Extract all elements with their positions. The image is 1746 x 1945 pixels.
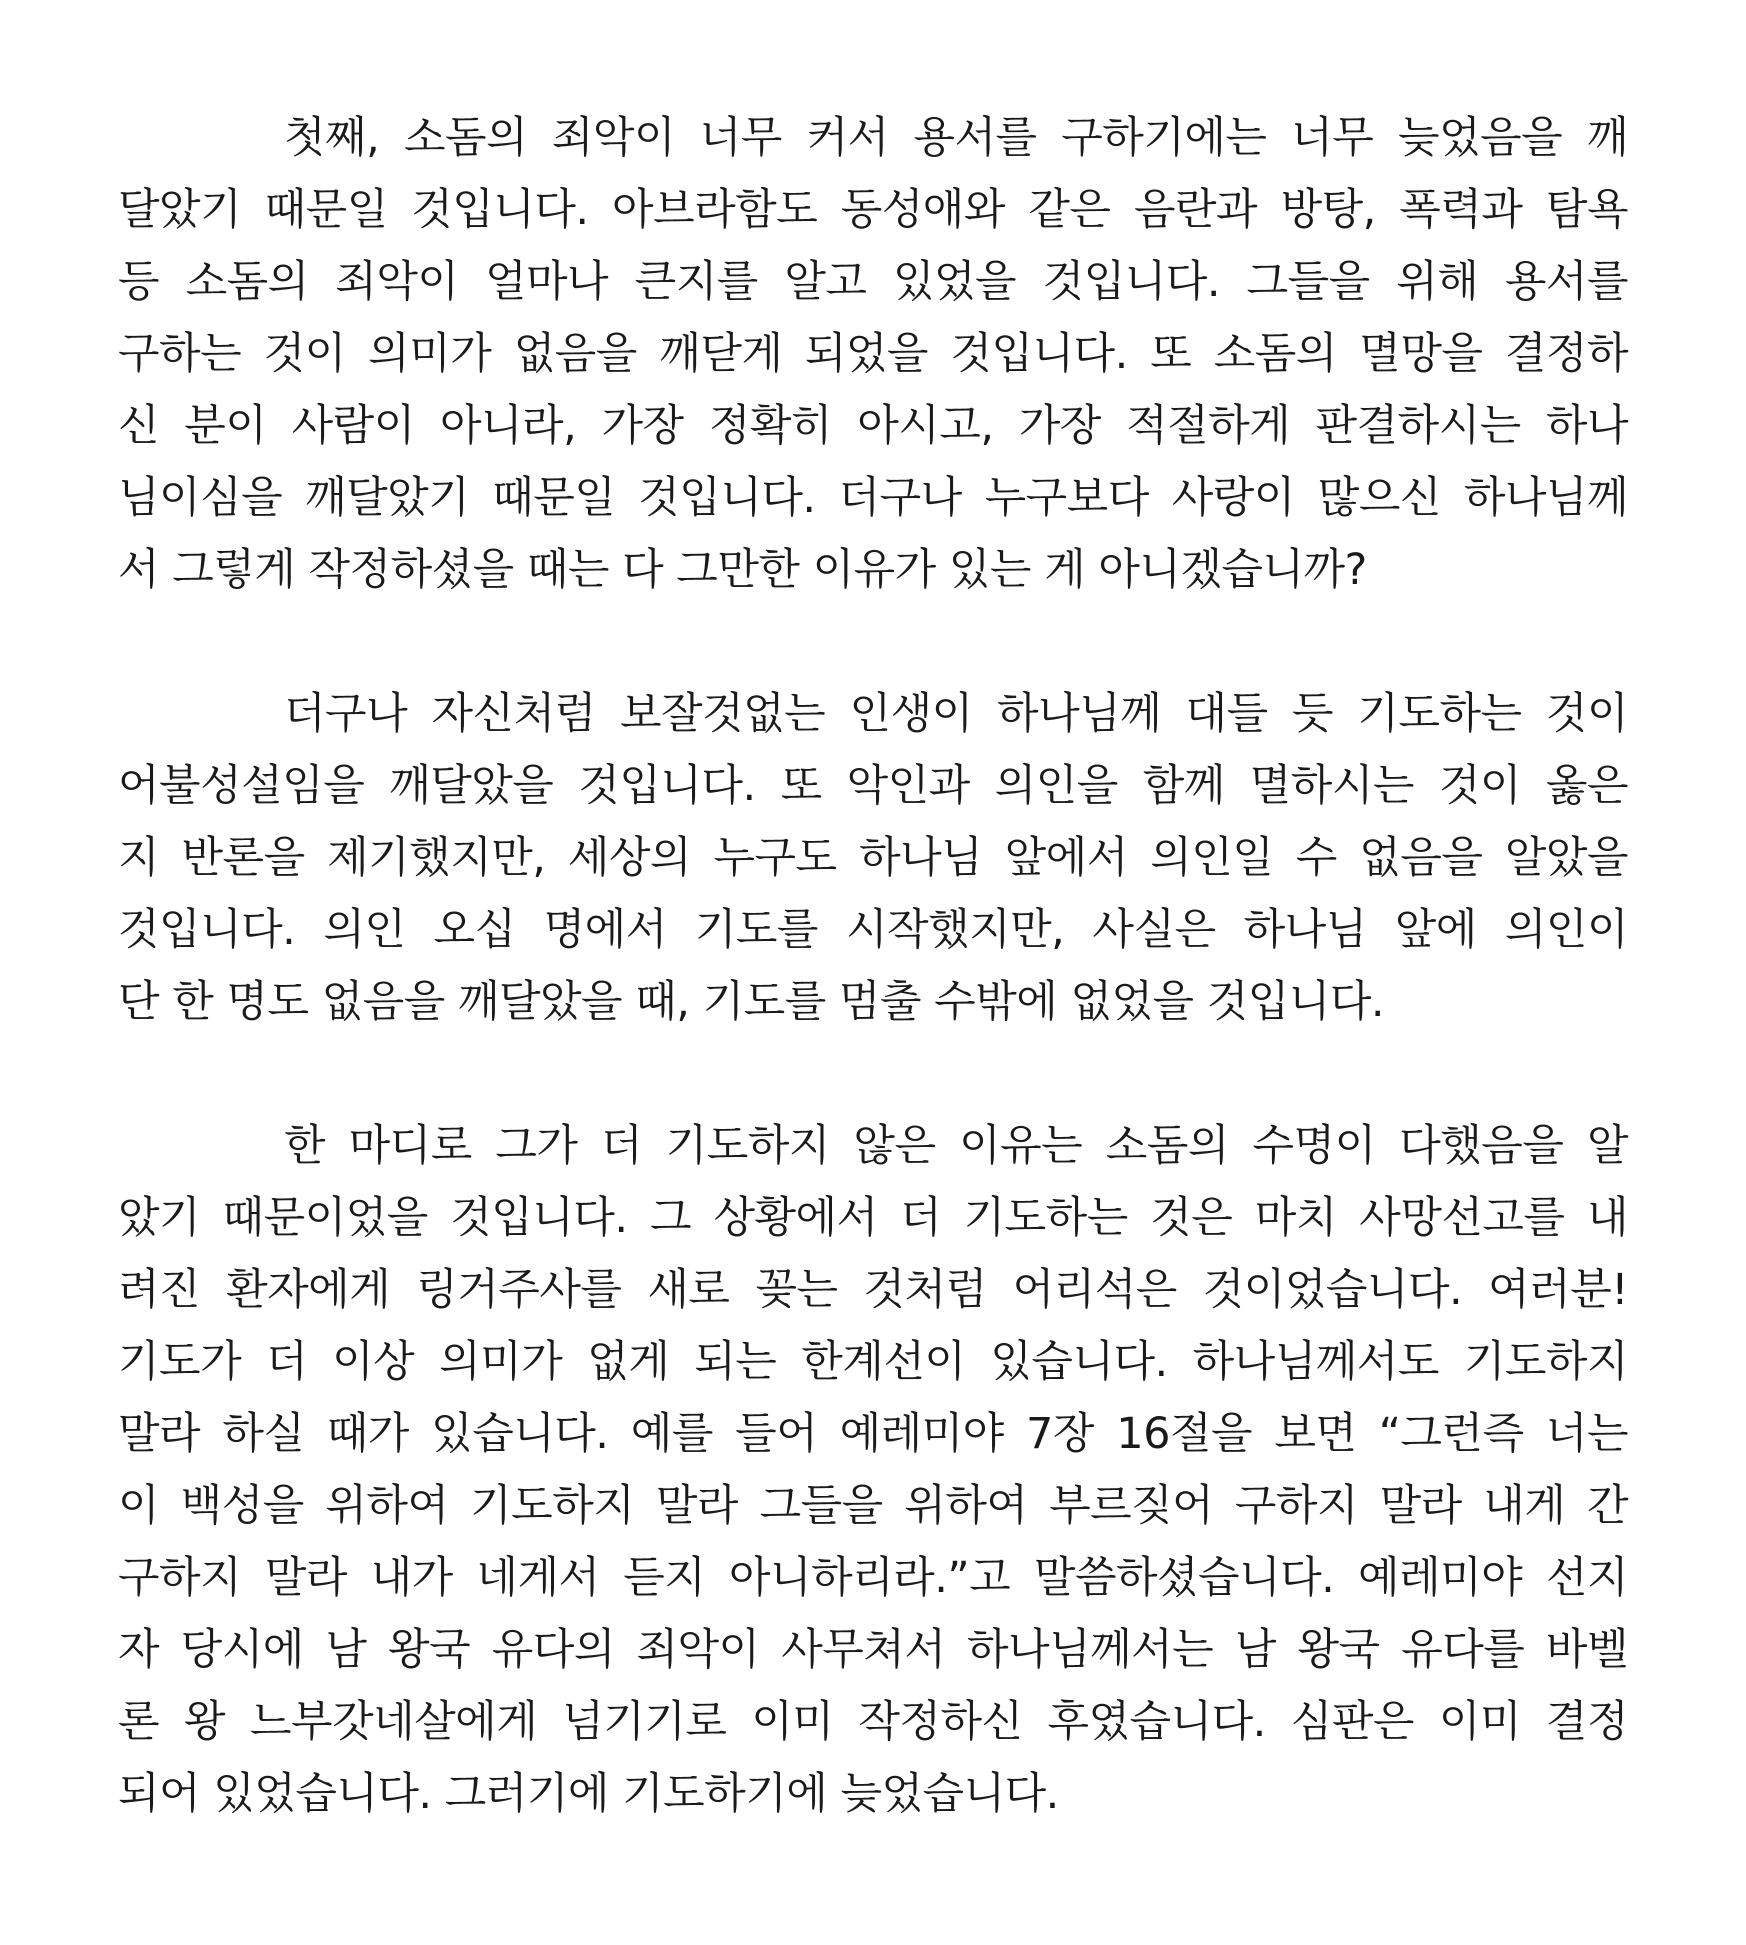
text-line: 았기 때문이었을 것입니다. 그 상황에서 더 기도하는 것은 마치 사망선고를 내 bbox=[118, 1193, 1628, 1243]
text-line: 한 마디로 그가 더 기도하지 않은 이유는 소돔의 수명이 다했음을 알 bbox=[284, 1121, 1628, 1171]
text-line: 서 그렇게 작정하셨을 때는 다 그만한 이유가 있는 게 아니겠습니까? bbox=[118, 545, 1367, 595]
text-line: 등 소돔의 죄악이 얼마나 큰지를 알고 있었을 것입니다. 그들을 위해 용서를 bbox=[118, 257, 1628, 307]
text-line: 님이심을 깨달았기 때문일 것입니다. 더구나 누구보다 사랑이 많으신 하나님께 bbox=[118, 473, 1628, 523]
text-line: 신 분이 사람이 아니라, 가장 정확히 아시고, 가장 적절하게 판결하시는 하나 bbox=[118, 401, 1628, 451]
text-line: 구하지 말라 내가 네게서 듣지 아니하리라.”고 말씀하셨습니다. 예레미야 선지 bbox=[118, 1553, 1628, 1603]
paragraph-2 bbox=[118, 678, 1628, 1038]
text-line: 말라 하실 때가 있습니다. 예를 들어 예레미야 7장 16절을 보면 “그런즉 너는 bbox=[118, 1409, 1628, 1459]
text-line: 더구나 자신처럼 보잘것없는 인생이 하나님께 대들 듯 기도하는 것이 bbox=[284, 689, 1628, 739]
text-line: 자 당시에 남 왕국 유다의 죄악이 사무쳐서 하나님께서는 남 왕국 유다를 바벨 bbox=[118, 1625, 1628, 1675]
paragraph-1 bbox=[118, 102, 1628, 606]
text-line: 달았기 때문일 것입니다. 아브라함도 동성애와 같은 음란과 방탕, 폭력과 탐욕 bbox=[118, 185, 1628, 235]
text-line: 기도가 더 이상 의미가 없게 되는 한계선이 있습니다. 하나님께서도 기도하지 bbox=[118, 1337, 1628, 1387]
text-line: 되어 있었습니다. 그러기에 기도하기에 늦었습니다. bbox=[118, 1769, 1059, 1819]
text-line: 지 반론을 제기했지만, 세상의 누구도 하나님 앞에서 의인일 수 없음을 알았을 bbox=[118, 833, 1628, 883]
text-line: 첫째, 소돔의 죄악이 너무 커서 용서를 구하기에는 너무 늦었음을 깨 bbox=[284, 113, 1628, 163]
document-page bbox=[118, 102, 1628, 1902]
text-line: 단 한 명도 없음을 깨달았을 때, 기도를 멈출 수밖에 없었을 것입니다. bbox=[118, 977, 1385, 1027]
text-line: 이 백성을 위하여 기도하지 말라 그들을 위하여 부르짖어 구하지 말라 내게 간 bbox=[118, 1481, 1628, 1531]
text-line: 구하는 것이 의미가 없음을 깨닫게 되었을 것입니다. 또 소돔의 멸망을 결정하 bbox=[118, 329, 1628, 379]
text-line: 것입니다. 의인 오십 명에서 기도를 시작했지만, 사실은 하나님 앞에 의인이 bbox=[118, 905, 1628, 955]
text-line: 론 왕 느부갓네살에게 넘기기로 이미 작정하신 후였습니다. 심판은 이미 결정 bbox=[118, 1697, 1628, 1747]
text-line: 어불성설임을 깨달았을 것입니다. 또 악인과 의인을 함께 멸하시는 것이 옳은 bbox=[118, 761, 1628, 811]
paragraph-3 bbox=[118, 1110, 1628, 1830]
text-line: 려진 환자에게 링거주사를 새로 꽂는 것처럼 어리석은 것이었습니다. 여러분! bbox=[118, 1265, 1628, 1315]
